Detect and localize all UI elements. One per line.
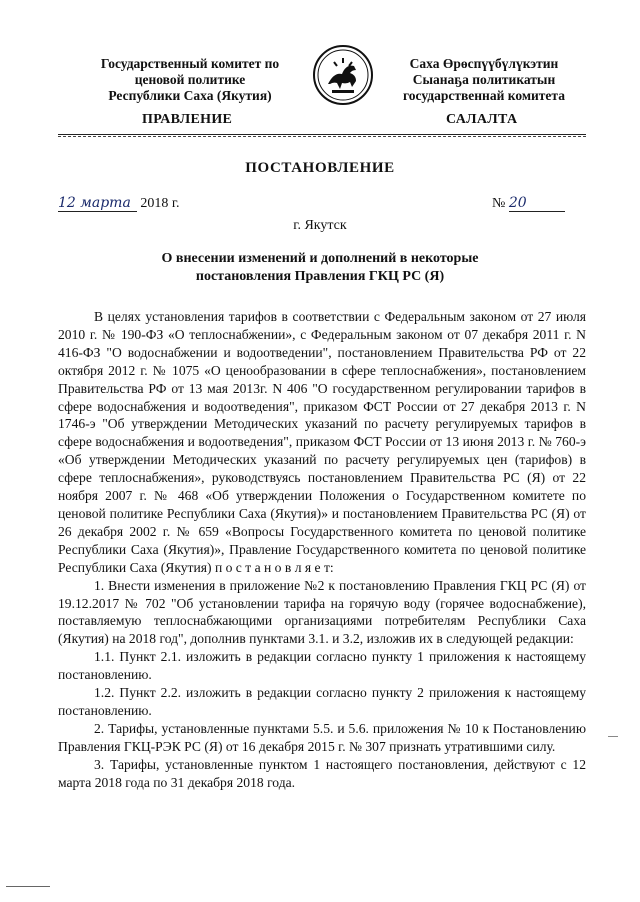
body-paragraph: В целях установления тарифов в соответствии с Федеральным законом от 27 июля 2010 г. № 190-ФЗ «О теплоснабжении», с Федеральным законом от 07 декабря 2011 г. N 416-ФЗ "О водоснабжении и водоотведении", постановлением Правительства РФ от 22 октября 2012 г. № 1075 «О ценообразовании в сфере теплоснабжения», постановлением Правительства РФ от 13 мая 2013г. N 406 "О государственном регулировании тарифов в сфере водоснабжения и водоотведения", приказом ФСТ России от 27 декабря 2013 г. N 1746-э "Об утверждении Методических указаний по расчету регулируемых тарифов в сфере водоснабжения и водоотведения", приказом ФСТ России от 13 июня 2013 г. № 760-э «Об утверждении Методических указаний по расчету регулируемых цен (тарифов) в сфере теплоснабжения», руководствуясь постановлением Правительства РС (Я) от 22 ноября 2007 г. № 468 «Об утверждении Положения о Государственном комитете по ценовой политике Республики Саха (Якутия)» и постановлением Правительства РС (Я) от 26 декабря 2002 г. № 659 «Вопросы Государственного комитета по ценовой политике Республики Саха (Якутия)», Правление Государственного комитета по ценовой политике Республики Саха (Якутия) п о с т а н о в л я е т: bbox=[58, 309, 586, 575]
document-city: г. Якутск bbox=[293, 218, 347, 233]
scan-corner-mark bbox=[608, 736, 618, 737]
body-paragraph: 1.1. Пункт 2.1. изложить в редакции согласно пункту 1 приложения к настоящему постановлению. bbox=[58, 649, 586, 683]
scan-margin-mark bbox=[6, 886, 50, 887]
number-handwritten: 20 bbox=[509, 195, 565, 212]
subject-line: О внесении изменений и дополнений в некоторые bbox=[161, 251, 479, 266]
body-paragraph: 1. Внести изменения в приложение №2 к постановлению Правления ГКЦ РС (Я) от 19.12.2017 № 702 "Об установлении тарифа на горячую воду (горячее водоснабжение), поставляемую теплоснабжающими организациями потребителям Республики Саха (Якутия) на 2018 год", дополнив пунктами 3.1. и 3.2, изложив их в следующей редакции: bbox=[58, 577, 586, 647]
body-paragraph: 1.2. Пункт 2.2. изложить в редакции согласно пункту 2 приложения к настоящему постановлению. bbox=[58, 685, 586, 718]
header-right-line: Саха Өрөспүүбүлүкэтин bbox=[409, 56, 559, 71]
date-year: 2018 г. bbox=[140, 196, 180, 211]
header-left-line: Республики Саха (Якутия) bbox=[108, 88, 272, 103]
header-divider-dashed bbox=[58, 136, 586, 137]
document-date bbox=[58, 195, 179, 212]
header-left-line: ценовой политике bbox=[134, 72, 246, 87]
date-handwritten: 12 марта bbox=[58, 195, 137, 212]
document-title: ПОСТАНОВЛЕНИЕ bbox=[245, 160, 395, 176]
header-left-subhead: ПРАВЛЕНИЕ bbox=[142, 112, 233, 127]
subject-line: постановления Правления ГКЦ РС (Я) bbox=[195, 269, 445, 284]
header-left-block bbox=[86, 56, 294, 104]
header-right-line: Сыанаҕа политикатын bbox=[412, 72, 556, 87]
header-right-subhead: САЛАЛТА bbox=[446, 112, 518, 127]
header-right-block bbox=[390, 56, 578, 104]
number-prefix: № bbox=[492, 196, 506, 211]
header-divider bbox=[58, 134, 586, 135]
document-body bbox=[58, 308, 586, 791]
body-paragraph: 2. Тарифы, установленные пунктами 5.5. и 5.6. приложения № 10 к Постановлению Правления ГКЦ-РЭК РС (Я) от 16 декабря 2015 г. № 307 признать утратившими силу. bbox=[58, 720, 586, 754]
header-right-line: государственнай комитета bbox=[403, 88, 565, 103]
document-subject bbox=[120, 250, 520, 286]
coat-of-arms-emblem bbox=[312, 44, 374, 106]
document-number bbox=[492, 195, 565, 212]
header-left-line: Государственный комитет по bbox=[100, 56, 280, 71]
body-paragraph: 3. Тарифы, установленные пунктом 1 настоящего постановления, действуют с 12 марта 2018 года по 31 декабря 2018 года. bbox=[58, 756, 586, 790]
